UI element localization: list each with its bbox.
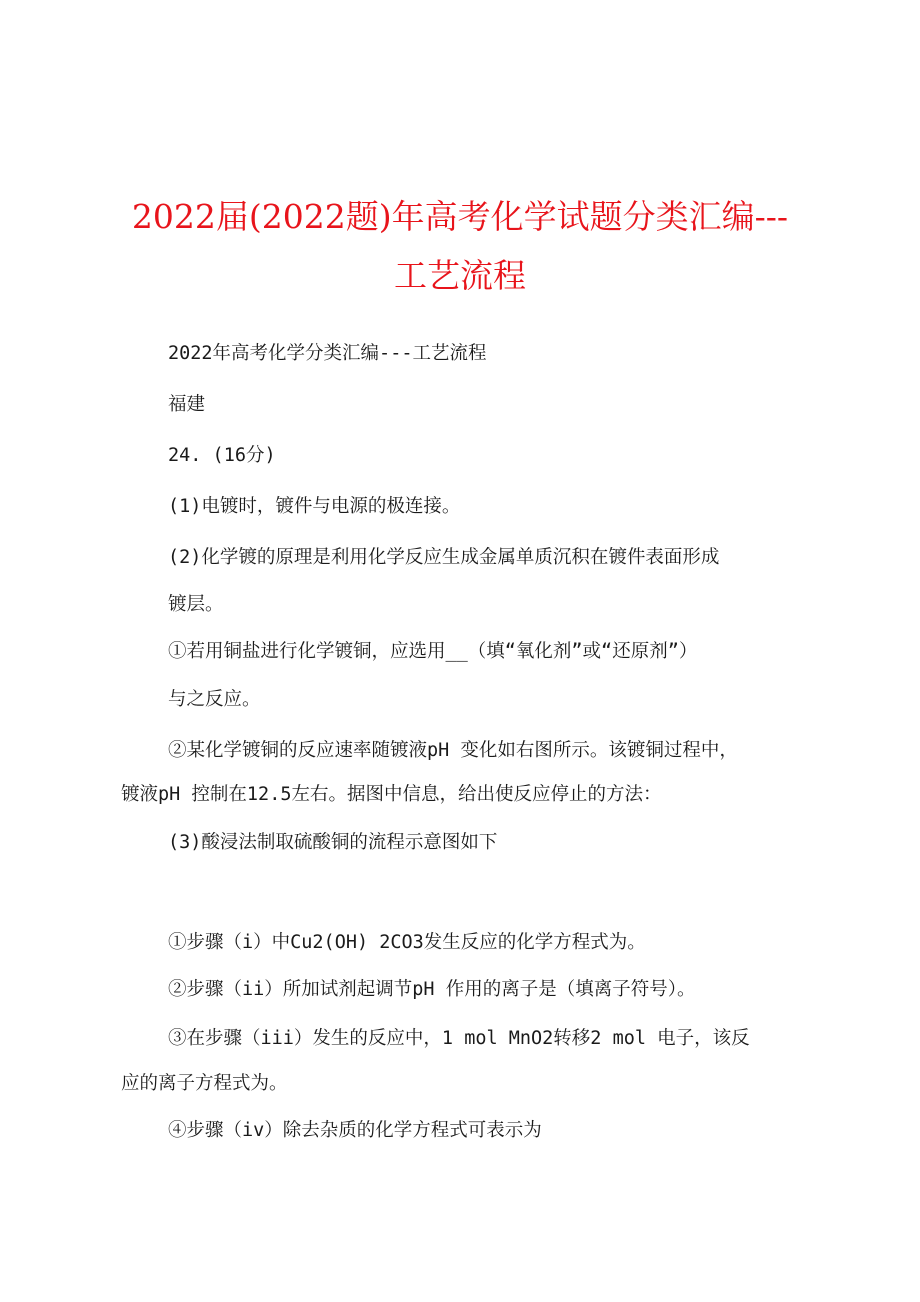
document-title-line-1: 2022届(2022题)年高考化学试题分类汇编--- (131, 197, 789, 236)
step-question-3: ③在步骤（iii）发生的反应中，1 mol MnO2转移2 mol 电子，该反 (168, 1028, 750, 1049)
region-label: 福建 (168, 394, 206, 415)
sub-question-2-continuation: 镀液pH 控制在12.5左右。据图中信息，给出使反应停止的方法： (121, 784, 662, 805)
document-title-line-2: 工艺流程 (394, 256, 526, 295)
question-part-2-continuation: 镀层。 (168, 594, 224, 615)
subtitle-line: 2022年高考化学分类汇编---工艺流程 (168, 343, 487, 364)
question-part-2: (2)化学镀的原理是利用化学反应生成金属单质沉积在镀件表面形成 (168, 547, 720, 568)
step-question-2: ②步骤（ii）所加试剂起调节pH 作用的离子是（填离子符号）。 (168, 979, 696, 1000)
sub-question-2: ②某化学镀铜的反应速率随镀液pH 变化如右图所示。该镀铜过程中， (168, 740, 738, 761)
sub-question-1: ①若用铜盐进行化学镀铜，应选用__（填“氧化剂”或“还原剂”） (168, 641, 698, 662)
sub-question-1-continuation: 与之反应。 (168, 689, 261, 710)
question-number: 24. (16分) (168, 445, 276, 466)
question-part-1: (1)电镀时，镀件与电源的极连接。 (168, 496, 461, 517)
step-question-3-continuation: 应的离子方程式为。 (121, 1073, 288, 1094)
question-part-3: (3)酸浸法制取硫酸铜的流程示意图如下 (168, 832, 498, 853)
step-question-4: ④步骤（iv）除去杂质的化学方程式可表示为 (168, 1120, 542, 1141)
step-question-1: ①步骤（i）中Cu2(OH) 2CO3发生反应的化学方程式为。 (168, 932, 646, 953)
